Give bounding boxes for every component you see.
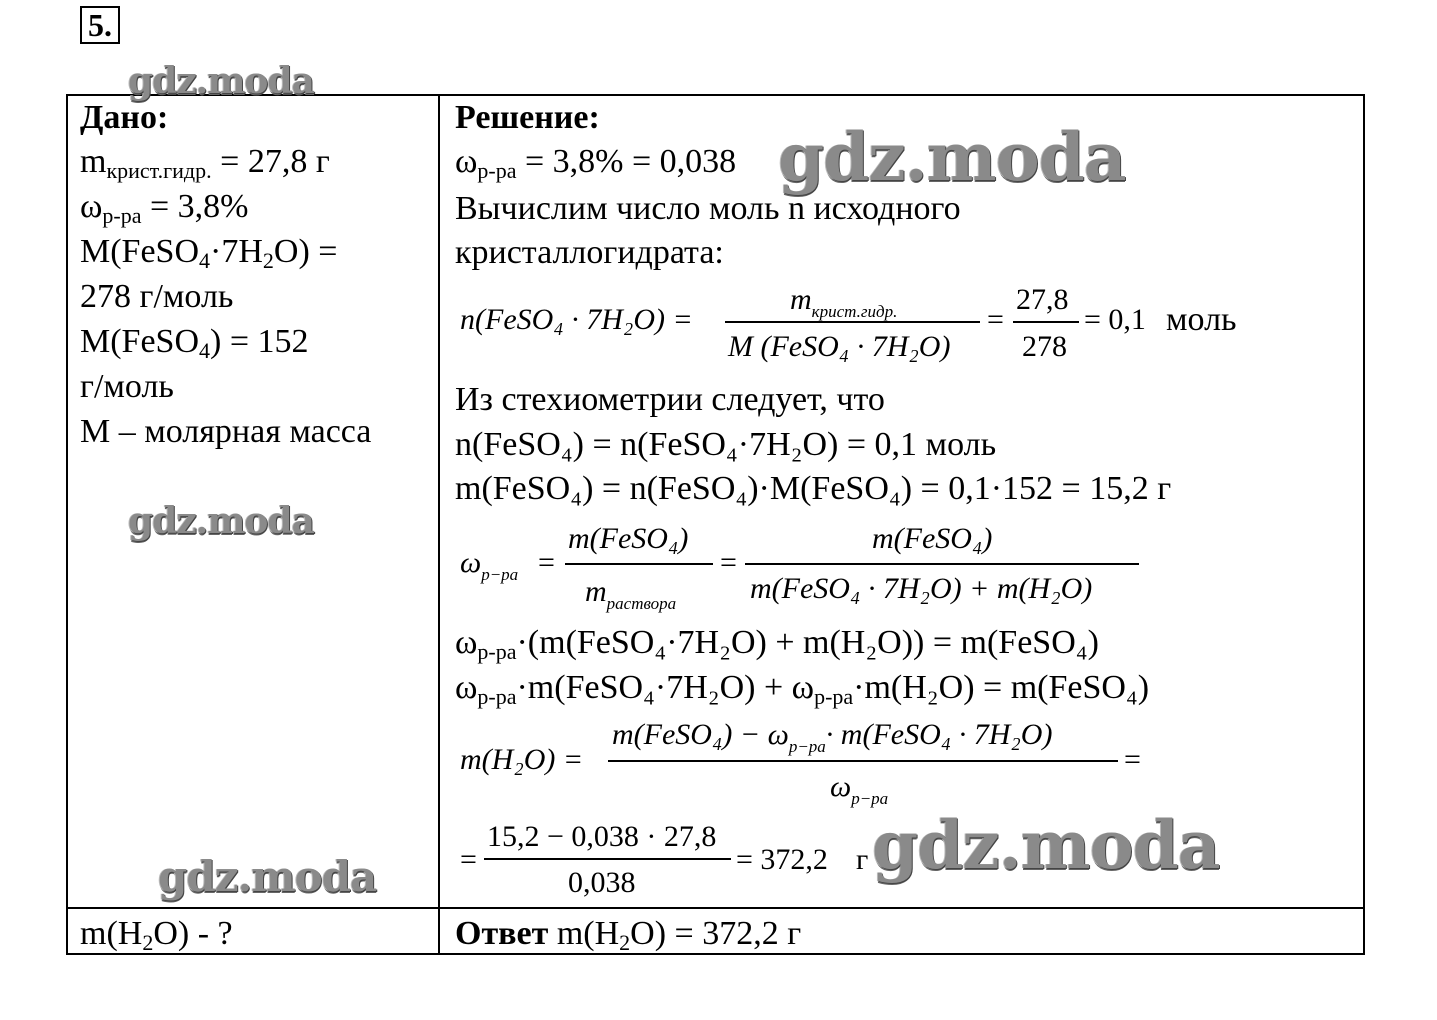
- formula-water-lhs: m(H₂O) =: [460, 743, 584, 776]
- fraction-bar: [745, 563, 1139, 565]
- given-molar-mass-salt-unit: г/моль: [80, 368, 174, 405]
- given-molar-mass-hydrate-value: 278 г/моль: [80, 278, 234, 315]
- find-question: $m(H_2O)$ - ?: [80, 915, 233, 955]
- equals-sign: =: [987, 303, 1004, 336]
- formula-fraction-denominator-2: m(FeSO₄ · 7H₂O) + m(H₂O): [750, 572, 1093, 605]
- formula-fraction-numerator-2: m(FeSO₄): [872, 522, 993, 555]
- formula-result-denominator: 0,038: [568, 866, 636, 899]
- solution-heading: Решение:: [455, 99, 600, 136]
- formula-fraction-numerator: m(FeSO₄): [568, 522, 689, 555]
- equals-sign: =: [460, 843, 477, 876]
- formula-moles-numerator-value: 27,8: [1016, 283, 1069, 316]
- fraction-bar: [565, 563, 713, 565]
- moles-equality: n(FeSO₄) = n(FeSO₄·7H₂O) = 0,1 моль: [455, 426, 997, 463]
- formula-water-numerator: m(FeSO₄) − $\omega_{р-ра}\cdot$ m(FeSO₄ · 7H₂O): [612, 718, 1053, 756]
- formula-fraction-lhs: $\omega_{р-ра}$: [460, 546, 519, 584]
- solution-text-1: Вычислим число моль n исходного: [455, 190, 961, 227]
- watermark: gdz.moda: [128, 60, 314, 102]
- equals-sign: =: [1124, 743, 1141, 776]
- task-number: 5.: [80, 6, 120, 44]
- watermark: gdz.moda: [158, 852, 377, 901]
- column-divider: [438, 94, 440, 955]
- formula-moles-result: = 0,1: [1084, 303, 1146, 336]
- equation-step-1: $\omega_{р-ра}\cdot(m(FeSO_4\cdot 7H_2O) + m(H_2O))$ = m(FeSO₄): [455, 624, 1099, 664]
- equals-sign: =: [720, 546, 737, 579]
- fraction-bar: [608, 760, 1118, 762]
- given-note: M – молярная масса: [80, 413, 372, 450]
- solution-text-2: кристаллогидрата:: [455, 234, 724, 271]
- formula-fraction-denominator: $m_{раствора}$: [585, 575, 677, 613]
- watermark: gdz.moda: [128, 500, 314, 542]
- formula-water-denominator: $\omega_{р-ра}$: [830, 770, 889, 808]
- equation-step-2: $\omega_{р-ра}\cdot m(FeSO_4\cdot 7H_2O) + \omega_{р-ра}\cdot m(H_2O)$ = m(FeSO₄): [455, 669, 1150, 709]
- equals-sign: =: [538, 546, 555, 579]
- formula-moles-denominator-value: 278: [1022, 330, 1067, 363]
- fraction-bar: [725, 321, 980, 323]
- formula-moles-unit: моль: [1166, 301, 1237, 338]
- formula-moles-lhs: n(FeSO₄ · 7H₂O) =: [460, 303, 693, 336]
- formula-moles-numerator: $m_{крист.гидр.}$: [790, 283, 898, 321]
- formula-result-value: = 372,2: [736, 843, 828, 876]
- given-molar-mass-hydrate: $M(FeSO_4\cdot 7H_2O)$ =: [80, 233, 338, 273]
- answer-line: Ответ $m(H_2O) = 372,2$ г: [455, 915, 802, 955]
- fraction-bar: [484, 858, 731, 860]
- given-omega: $\omega_{р-ра} = 3,8\%$: [80, 188, 249, 228]
- formula-result-unit: г: [856, 843, 869, 876]
- given-heading: Дано:: [80, 99, 169, 136]
- fraction-bar: [1013, 321, 1079, 323]
- watermark: gdz.moda: [778, 118, 1126, 196]
- given-mass: $m_{крист.гидр.} = 27,8$ г: [80, 143, 330, 183]
- omega-conversion: $\omega_{р-ра} = 3,8\% = 0,038$: [455, 143, 737, 183]
- mass-salt-calculation: m(FeSO₄) = n(FeSO₄)·M(FeSO₄) = 0,1·152 = 15,2 г: [455, 470, 1172, 507]
- formula-moles-denominator: M (FeSO₄ · 7H₂O): [728, 330, 951, 363]
- given-molar-mass-salt: M(FeSO$_4$) = 152: [80, 323, 309, 363]
- solution-text-3: Из стехиометрии следует, что: [455, 381, 885, 418]
- answer-row-divider: [66, 907, 1365, 909]
- watermark: gdz.moda: [872, 806, 1220, 884]
- formula-result-numerator: 15,2 − 0,038 · 27,8: [487, 820, 717, 853]
